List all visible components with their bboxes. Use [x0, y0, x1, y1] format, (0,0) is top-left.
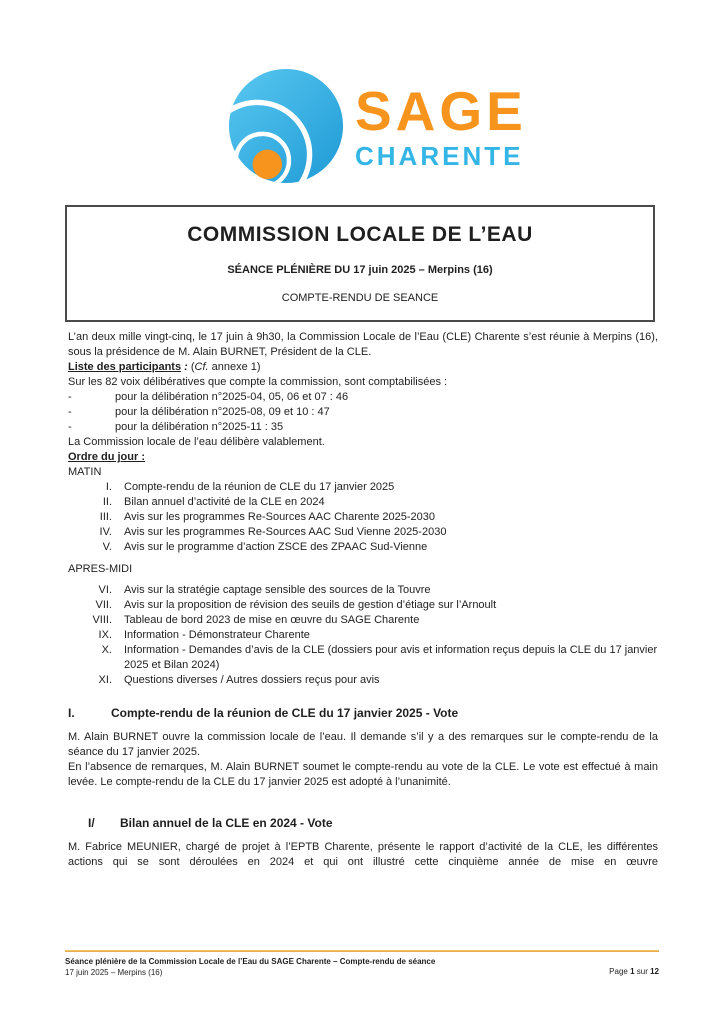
- votes-list: [68, 390, 658, 435]
- list-item: [68, 540, 658, 555]
- participants-ref-cf: Cf.: [194, 361, 209, 373]
- item-text: Avis sur la proposition de révision des seuils de gestion d’étiage sur l’Arnoult: [124, 599, 497, 611]
- page-number: Page 1 sur 12: [609, 967, 659, 976]
- item-numeral: II.: [102, 496, 112, 508]
- item-numeral: XI.: [98, 674, 112, 686]
- document-subtitle: SÉANCE PLÉNIÈRE DU 17 juin 2025 – Merpins (16): [227, 264, 493, 276]
- item-numeral: IV.: [99, 526, 112, 538]
- participants-label: Liste des participants: [68, 361, 182, 373]
- title-box: [65, 205, 655, 322]
- item-text: Avis sur la stratégie captage sensible des sources de la Touvre: [124, 584, 431, 596]
- agenda-matin-label: MATIN: [68, 466, 102, 478]
- item-text: Compte-rendu de la réunion de CLE du 17 janvier 2025: [124, 481, 395, 493]
- footer-left: [65, 957, 435, 978]
- document-title: COMMISSION LOCALE DE L’EAU: [187, 223, 533, 246]
- item-text: Avis sur les programmes Re-Sources AAC Sud Vienne 2025-2030: [124, 526, 447, 538]
- globe-icon: [226, 66, 346, 186]
- item-numeral: X.: [101, 644, 112, 656]
- list-item: [68, 525, 658, 540]
- document-body: [68, 330, 658, 870]
- list-item: [68, 420, 658, 435]
- section-bilan-annuel: [68, 815, 658, 870]
- footer-title: Séance plénière de la Commission Locale de l’Eau du SAGE Charente – Compte-rendu de séance: [65, 957, 436, 966]
- list-item: [68, 643, 658, 673]
- item-numeral: I.: [105, 481, 112, 493]
- footer-date-place: 17 juin 2025 – Merpins (16): [65, 967, 163, 977]
- dash-bullet: -: [68, 421, 72, 433]
- logo-text: [355, 79, 527, 171]
- list-item: [68, 495, 658, 510]
- section-title: Bilan annuel de la CLE en 2024 - Vote: [120, 816, 333, 830]
- section-heading: [68, 705, 658, 721]
- section-paragraph: M. Alain BURNET ouvre la commission locale de l’eau. Il demande s’il y a des remarques sur le compte-rendu de la séance du 17 janvier 2025.: [68, 731, 658, 758]
- item-text: Questions diverses / Autres dossiers reçus pour avis: [124, 674, 380, 686]
- participants-line: [68, 360, 658, 375]
- vote-item-text: pour la délibération n°2025-11 : 35: [115, 421, 284, 433]
- list-item: [68, 673, 658, 688]
- sage-charente-logo: [226, 66, 527, 186]
- logo-title: SAGE: [355, 79, 527, 142]
- list-item: [68, 613, 658, 628]
- participants-ref-rest: annexe 1): [208, 361, 261, 373]
- item-text: Avis sur le programme d’action ZSCE des ZPAAC Sud-Vienne: [124, 541, 428, 553]
- agenda-heading: Ordre du jour :: [68, 451, 145, 463]
- globe-orange-dot: [253, 150, 283, 180]
- dash-bullet: -: [68, 391, 72, 403]
- vote-item-text: pour la délibération n°2025-08, 09 et 10 : 47: [115, 406, 330, 418]
- list-item: [68, 405, 658, 420]
- item-text: Avis sur les programmes Re-Sources AAC Charente 2025-2030: [124, 511, 436, 523]
- item-text: Bilan annuel d’activité de la CLE en 2024: [124, 496, 325, 508]
- section-number: I/: [88, 816, 95, 830]
- section-heading: [88, 815, 658, 831]
- item-numeral: IX.: [98, 629, 112, 641]
- list-item: [68, 628, 658, 643]
- logo-subtitle: CHARENTE: [355, 140, 524, 171]
- item-numeral: VI.: [98, 584, 112, 596]
- item-numeral: VII.: [95, 599, 112, 611]
- section-compte-rendu: [68, 705, 658, 790]
- dash-bullet: -: [68, 406, 72, 418]
- agenda-apresmidi-label: APRES-MIDI: [68, 563, 133, 575]
- item-text: Tableau de bord 2023 de mise en œuvre du SAGE Charente: [124, 614, 420, 626]
- item-numeral: III.: [99, 511, 112, 523]
- section-number: I.: [68, 706, 75, 720]
- list-item: [68, 390, 658, 405]
- footer-rule: [65, 950, 659, 952]
- item-numeral: V.: [102, 541, 112, 553]
- agenda-apresmidi-list: [68, 583, 658, 688]
- item-text: Information - Demandes d’avis de la CLE (dossiers pour avis et information reçus depuis la CLE du 17 janvier 2025 et Bilan 2024): [124, 644, 658, 671]
- intro-paragraph: L’an deux mille vingt-cinq, le 17 juin à 9h30, la Commission Locale de l’Eau (CLE) Charente s’est réunie à Merpins (16), sous la présidence de M. Alain BURNET, Président de la CLE.: [68, 331, 658, 358]
- section-body: [68, 730, 658, 790]
- votes-intro: Sur les 82 voix délibératives que compte la commission, sont comptabilisées :: [68, 376, 448, 388]
- list-item: [68, 583, 658, 598]
- section-paragraph: En l’absence de remarques, M. Alain BURNET soumet le compte-rendu au vote de la CLE. Le vote est effectué à main levée. Le compte-rendu de la CLE du 17 janvier 2025 est adopté à l’unanimité.: [68, 761, 658, 788]
- page-footer: [65, 957, 659, 978]
- document-type: COMPTE-RENDU DE SEANCE: [281, 292, 439, 304]
- list-item: [68, 510, 658, 525]
- item-numeral: VIII.: [92, 614, 112, 626]
- section-paragraph: M. Fabrice MEUNIER, chargé de projet à l’EPTB Charente, présente le rapport d’activité de la CLE, les différentes actions qui se sont déroulées en 2024 et qui ont illustré cette cinquième année de mise en œuvre: [68, 841, 658, 868]
- participants-colon: :: [181, 361, 191, 373]
- item-text: Information - Démonstrateur Charente: [124, 629, 310, 641]
- vote-item-text: pour la délibération n°2025-04, 05, 06 et 07 : 46: [115, 391, 349, 403]
- list-item: [68, 480, 658, 495]
- section-body: [68, 840, 658, 870]
- section-title: Compte-rendu de la réunion de CLE du 17 janvier 2025 - Vote: [111, 706, 459, 720]
- participants-ref-paren: (: [190, 361, 195, 373]
- votes-conclusion: La Commission locale de l’eau délibère valablement.: [68, 436, 325, 448]
- agenda-matin-list: [68, 480, 658, 555]
- list-item: [68, 598, 658, 613]
